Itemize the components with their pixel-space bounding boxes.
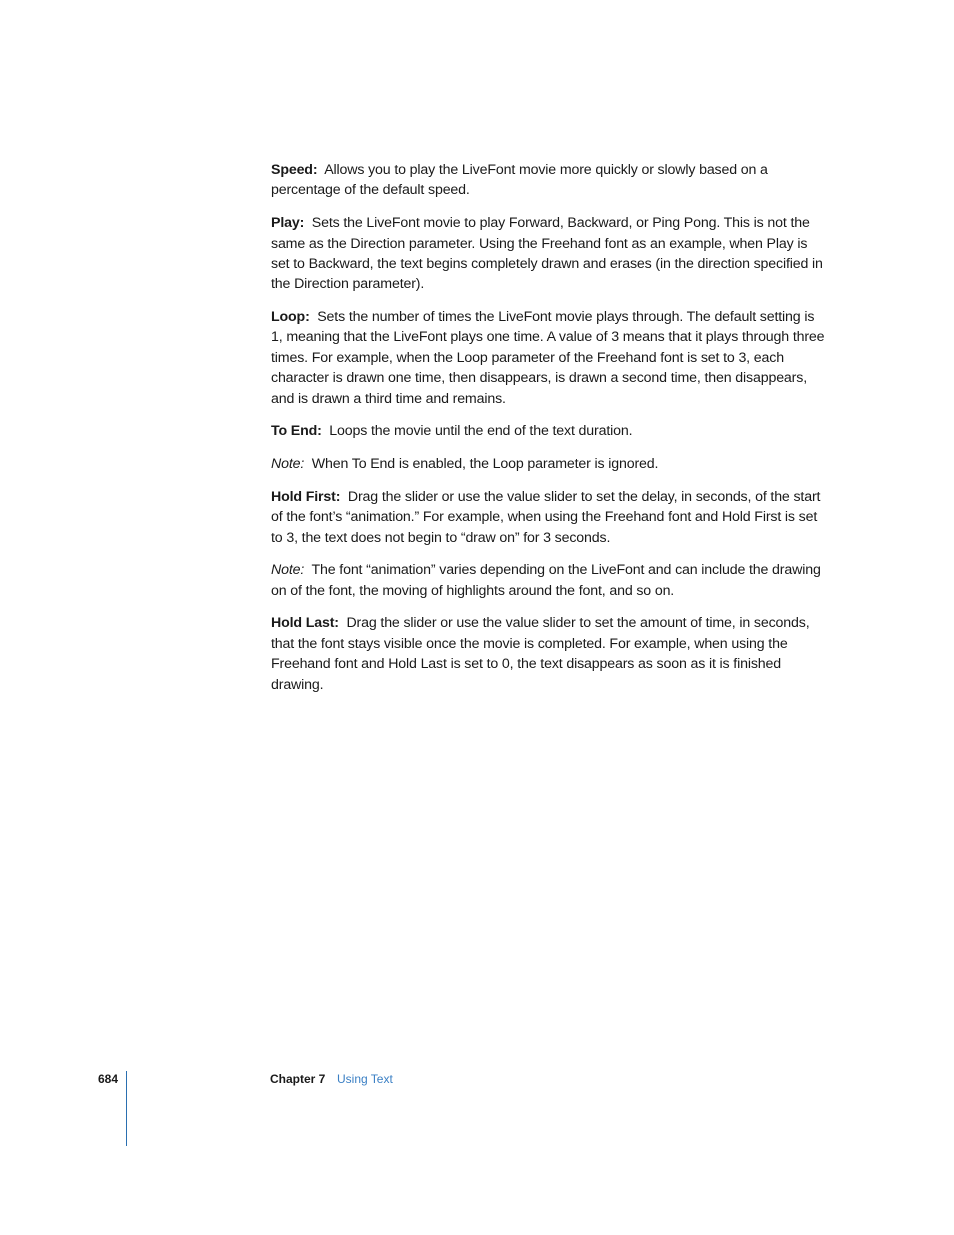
note-animation [271, 560, 827, 601]
note-text: When To End is enabled, the Loop parameter is ignored. [311, 456, 659, 473]
page-number: 684 [98, 1072, 119, 1086]
note-to-end [271, 454, 827, 474]
term-loop: Loop: [271, 309, 310, 326]
term-speed: Speed: [271, 162, 318, 178]
description-speed: Allows you to play the LiveFont movie more quickly or slowly based on a percentage of the default speed. [271, 162, 768, 199]
body-text [271, 160, 827, 707]
note-text: The font “animation” varies depending on the LiveFont and can include the drawing on of the font, the moving of highlights around the font, and so on. [271, 562, 821, 599]
note-label: Note: [271, 456, 305, 473]
paragraph-hold-first [271, 487, 827, 548]
term-play: Play: [271, 215, 305, 232]
paragraph-hold-last [271, 613, 827, 695]
description-loop: Sets the number of times the LiveFont movie plays through. The default setting is 1, meaning that the LiveFont plays one time. A value of 3 means that it plays through three times. For example, when the Loop parameter of the Freehand font is set to 3, each character is drawn one time, then disappears, is drawn a second time, then disappears, and is drawn a third time and remains. [271, 309, 825, 407]
description-to-end: Loops the movie until the end of the text duration. [329, 423, 633, 440]
note-label: Note: [271, 562, 305, 579]
paragraph-play [271, 213, 827, 295]
paragraph-loop [271, 307, 827, 409]
chapter-title-link[interactable]: Using Text [337, 1072, 393, 1086]
term-hold-first: Hold First: [271, 488, 341, 505]
description-hold-first: Drag the slider or use the value slider to set the delay, in seconds, of the start of the font’s “animation.” For example, when using the Freehand font and Hold First is set to 3, the text does not begin to “draw on” for 3 seconds. [271, 488, 821, 546]
paragraph-to-end [271, 421, 827, 441]
chapter-label: Chapter 7 [270, 1072, 326, 1086]
description-hold-last: Drag the slider or use the value slider to set the amount of time, in seconds, that the font stays visible once the movie is completed. For example, when using the Freehand font and Hold Last is set to 0, the text disappears as soon as it is finished drawing. [271, 615, 810, 693]
paragraph-speed [271, 160, 827, 201]
description-play: Sets the LiveFont movie to play Forward, Backward, or Ping Pong. This is not the same as the Direction parameter. Using the Freehand font as an example, when Play is set to Backward, the text begins completely drawn and erases (in the direction specified in the Direction parameter). [271, 215, 823, 293]
term-to-end: To End: [271, 423, 322, 440]
term-hold-last: Hold Last: [271, 615, 339, 632]
footer-divider [126, 1071, 127, 1146]
